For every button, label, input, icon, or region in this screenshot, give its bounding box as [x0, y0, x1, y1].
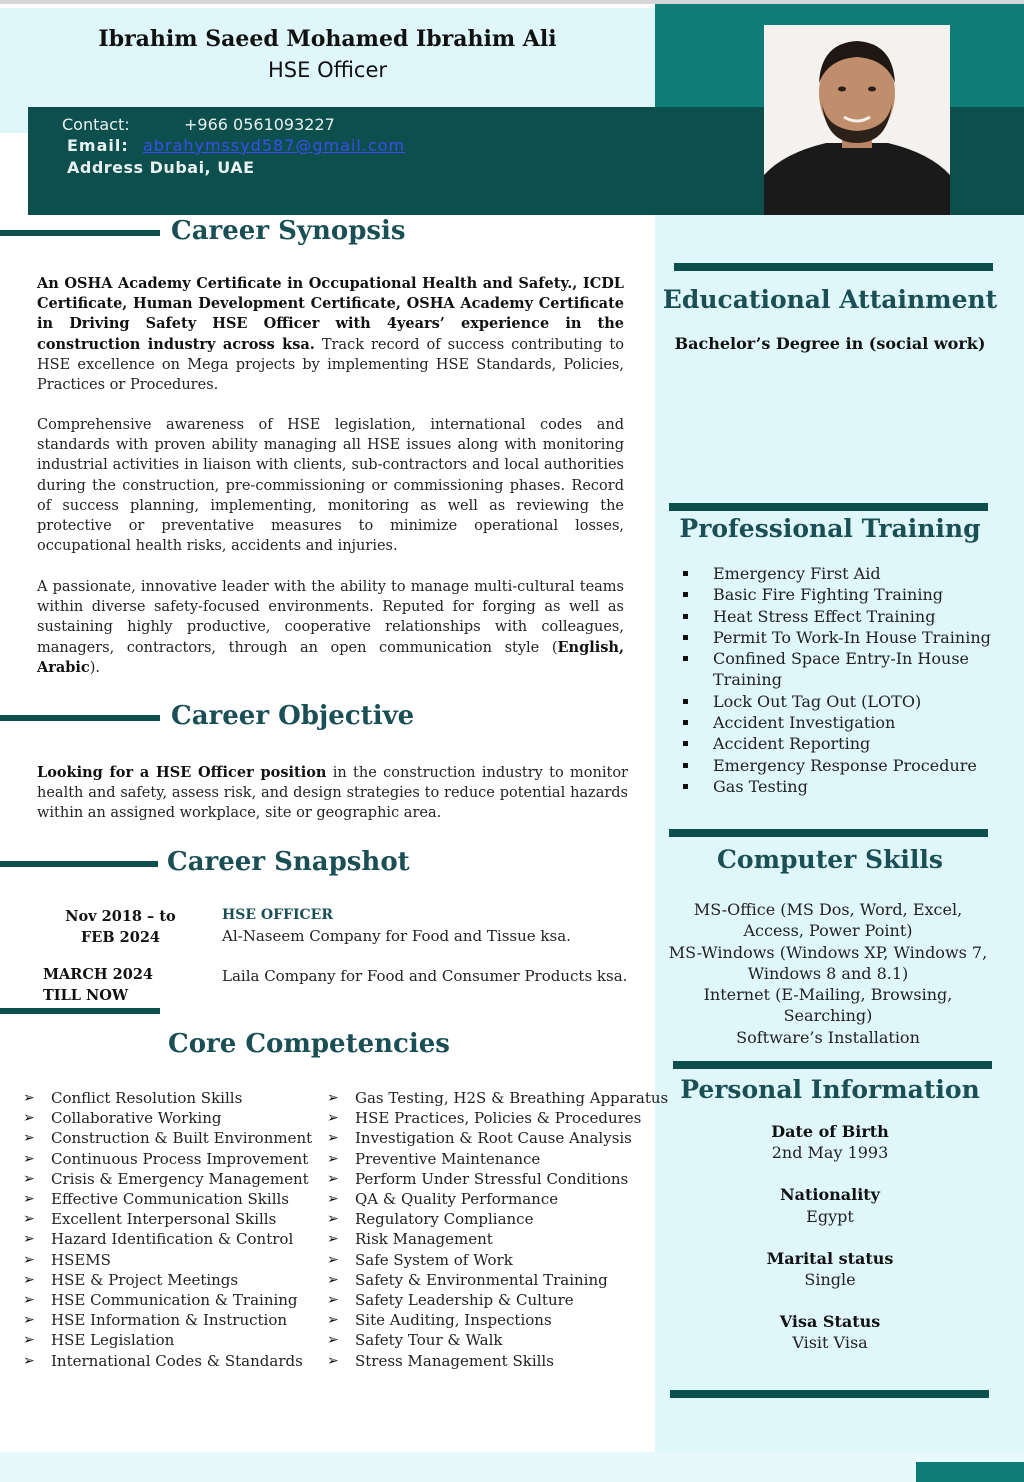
list-item: ➢ Conflict Resolution Skills — [23, 1089, 243, 1107]
list-item: Confined Space Entry-In House Training — [681, 648, 991, 691]
arrow-bullet-icon: ➢ — [23, 1251, 35, 1268]
synopsis-p1-text: Track record of success contributing to HSE excellence on Mega projects by implementing HSE Standards, Policies, Practices or Procedures. — [37, 336, 624, 394]
square-bullet-icon — [683, 571, 688, 576]
snapshot-heading: Career Snapshot — [167, 847, 410, 877]
footer-strip — [0, 1452, 1024, 1482]
list-item: ➢ Hazard Identification & Control — [23, 1230, 294, 1249]
arrow-bullet-icon: ➢ — [327, 1211, 339, 1228]
list-item: Emergency First Aid — [681, 563, 991, 584]
list-item: ➢ International Codes & Standards — [23, 1351, 303, 1370]
list-item: Accident Investigation — [681, 712, 991, 733]
list-item: ➢ Effective Communication Skills — [23, 1190, 289, 1209]
visa-value: Visit Visa — [792, 1333, 868, 1352]
nationality-value: Egypt — [806, 1207, 854, 1226]
arrow-bullet-icon: ➢ — [327, 1150, 339, 1167]
list-item: Permit To Work-In House Training — [681, 627, 991, 648]
training-list — [681, 563, 991, 797]
synopsis-p3-end: ). — [89, 659, 101, 676]
list-item: ➢ Regulatory Compliance — [327, 1210, 534, 1229]
arrow-bullet-icon: ➢ — [23, 1211, 35, 1228]
synopsis-p1-bold: An OSHA Academy Certificate in Occupational Health and Safety., ICDL Certificate, Human Development Certificate, OSHA Academy Certificate in Driving Safety HSE Officer with 4years’ experience in the construction industry across ksa. — [37, 275, 624, 353]
list-item: ➢ HSE Practices, Policies & Procedures — [327, 1109, 642, 1128]
list-item: ➢ Safety Leadership & Culture — [327, 1291, 574, 1310]
objective-bold: Looking for a HSE Officer position — [37, 764, 327, 781]
list-item: ➢ Preventive Maintenance — [327, 1149, 541, 1168]
arrow-bullet-icon: ➢ — [23, 1352, 35, 1369]
list-item: ➢ QA & Quality Performance — [327, 1190, 559, 1209]
list-item: ➢ HSEMS — [23, 1250, 111, 1269]
candidate-name: Ibrahim Saeed Mohamed Ibrahim Ali — [98, 26, 557, 52]
list-item: ➢ Gas Testing, H2S & Breathing Apparatus — [327, 1089, 669, 1107]
square-bullet-icon — [683, 784, 688, 789]
education-heading: Educational Attainment — [662, 285, 998, 314]
synopsis-paragraph-2: Comprehensive awareness of HSE legislation, international codes and standards with proven ability managing all HSE issues along with monitoring industrial activities in liaison with clients, sub-contractors and local authorities during the construction, pre-commissioning or commissioning phases. Record of success planning, implementing, monitoring as well as reviewing the protective or preventative measures to minimize operational losses, occupational health risks, accidents and injuries. — [37, 417, 624, 555]
list-item: Lock Out Tag Out (LOTO) — [681, 691, 991, 712]
arrow-bullet-icon: ➢ — [327, 1271, 339, 1288]
personal-heading-bar — [673, 1061, 992, 1069]
arrow-bullet-icon: ➢ — [327, 1170, 339, 1187]
arrow-bullet-icon: ➢ — [327, 1292, 339, 1309]
list-item: ➢ Perform Under Stressful Conditions — [327, 1169, 629, 1188]
list-item: Gas Testing — [681, 776, 991, 797]
list-item: Heat Stress Effect Training — [681, 606, 991, 627]
synopsis-heading-bar — [0, 230, 160, 236]
arrow-bullet-icon: ➢ — [327, 1251, 339, 1268]
list-item: ➢ Excellent Interpersonal Skills — [23, 1210, 277, 1229]
computer-heading: Computer Skills — [717, 845, 943, 874]
arrow-bullet-icon: ➢ — [23, 1231, 35, 1248]
square-bullet-icon — [683, 635, 688, 640]
square-bullet-icon — [683, 720, 688, 725]
synopsis-p3-text: A passionate, innovative leader with the ability to manage multi-cultural teams within diverse safety-focused environments. Reputed for forging as well as sustaining highly productive, cooperative relationships with colleagues, managers, contractors, through an open communication style ( — [37, 579, 624, 656]
synopsis-heading: Career Synopsis — [171, 216, 406, 246]
arrow-bullet-icon: ➢ — [23, 1150, 35, 1167]
snapshot-title-1: HSE OFFICER — [222, 907, 333, 923]
arrow-bullet-icon: ➢ — [327, 1130, 339, 1147]
arrow-bullet-icon: ➢ — [327, 1352, 339, 1369]
competencies-left-list — [23, 1088, 318, 1371]
phone-number[interactable]: +966 0561093227 — [184, 115, 335, 134]
list-item: ➢ Construction & Built Environment — [23, 1129, 313, 1148]
arrow-bullet-icon: ➢ — [23, 1312, 35, 1329]
dob-value: 2nd May 1993 — [771, 1143, 889, 1162]
snapshot-heading-bar — [0, 861, 158, 867]
nationality-label: Nationality — [780, 1185, 880, 1204]
snapshot-company-2: Laila Company for Food and Consumer Products ksa. — [222, 967, 628, 985]
list-item: ➢ Continuous Process Improvement — [23, 1149, 309, 1168]
training-heading: Professional Training — [679, 514, 981, 543]
list-item: ➢ Site Auditing, Inspections — [327, 1311, 552, 1330]
arrow-bullet-icon: ➢ — [327, 1191, 339, 1208]
square-bullet-icon — [683, 614, 688, 619]
synopsis-p3-bold: English, Arabic — [37, 638, 624, 676]
arrow-bullet-icon: ➢ — [327, 1110, 339, 1127]
snapshot-date-1: Nov 2018 – to FEB 2024 — [65, 908, 176, 946]
email-link[interactable]: abrahymssyd587@gmail.com — [143, 136, 406, 155]
list-item: ➢ HSE Legislation — [23, 1331, 175, 1350]
candidate-role: HSE Officer — [268, 58, 387, 82]
list-item: ➢ Risk Management — [327, 1230, 493, 1249]
objective-heading: Career Objective — [171, 701, 415, 731]
arrow-bullet-icon: ➢ — [327, 1231, 339, 1248]
dob-label: Date of Birth — [771, 1122, 889, 1141]
degree: Bachelor’s Degree in (social work) — [674, 334, 986, 353]
synopsis-paragraph-3 — [37, 577, 624, 678]
objective-text: in the construction industry to monitor health and safety, assess risk, and design strategies to reduce potential hazards within an assigned workplace, site or geographic area. — [37, 765, 628, 822]
computer-skill-item: MS-Office (MS Dos, Word, Excel, Access, Power Point) — [693, 900, 963, 941]
arrow-bullet-icon: ➢ — [23, 1130, 35, 1147]
snapshot-end-bar — [0, 1008, 160, 1014]
arrow-bullet-icon: ➢ — [23, 1271, 35, 1288]
list-item: ➢ Collaborative Working — [23, 1109, 222, 1128]
marital-label: Marital status — [766, 1249, 894, 1268]
education-heading-bar — [674, 263, 993, 271]
square-bullet-icon — [683, 699, 688, 704]
computer-skills — [664, 899, 992, 1048]
list-item: ➢ Safety Tour & Walk — [327, 1331, 503, 1350]
list-item: ➢ HSE & Project Meetings — [23, 1270, 239, 1289]
sidebar-end-bar — [670, 1390, 989, 1398]
address: Address Dubai, UAE — [67, 158, 255, 177]
objective-heading-bar — [0, 715, 160, 721]
objective-paragraph — [37, 763, 628, 824]
training-heading-bar — [669, 503, 988, 511]
competencies-right-list — [327, 1088, 669, 1371]
square-bullet-icon — [683, 592, 688, 597]
computer-skill-item: Internet (E-Mailing, Browsing, Searching) — [703, 985, 953, 1026]
computer-heading-bar — [669, 829, 988, 837]
list-item: Emergency Response Procedure — [681, 755, 991, 776]
footer-accent — [916, 1462, 1024, 1482]
square-bullet-icon — [683, 763, 688, 768]
personal-heading: Personal Information — [680, 1075, 980, 1104]
list-item: Basic Fire Fighting Training — [681, 584, 991, 605]
computer-skill-item: MS-Windows (Windows XP, Windows 7, Windows 8 and 8.1) — [668, 942, 988, 983]
square-bullet-icon — [683, 741, 688, 746]
arrow-bullet-icon: ➢ — [23, 1191, 35, 1208]
list-item: ➢ Safe System of Work — [327, 1250, 513, 1269]
profile-photo — [764, 25, 950, 215]
marital-value: Single — [804, 1270, 856, 1289]
arrow-bullet-icon: ➢ — [23, 1110, 35, 1127]
square-bullet-icon — [683, 656, 688, 661]
competencies-heading: Core Competencies — [168, 1029, 450, 1059]
contact-label: Contact: — [62, 115, 130, 134]
arrow-bullet-icon: ➢ — [327, 1090, 339, 1106]
list-item: ➢ Safety & Environmental Training — [327, 1270, 608, 1289]
computer-skill-item: Software’s Installation — [736, 1027, 920, 1047]
list-item: ➢ HSE Communication & Training — [23, 1291, 298, 1310]
list-item: ➢ Investigation & Root Cause Analysis — [327, 1129, 632, 1148]
arrow-bullet-icon: ➢ — [23, 1090, 35, 1106]
list-item: ➢ Crisis & Emergency Management — [23, 1169, 309, 1188]
snapshot-date-2: MARCH 2024 TILL NOW — [43, 966, 153, 1004]
list-item: ➢ HSE Information & Instruction — [23, 1311, 288, 1330]
snapshot-company-1: Al-Naseem Company for Food and Tissue ksa. — [222, 927, 571, 945]
arrow-bullet-icon: ➢ — [327, 1312, 339, 1329]
list-item: Accident Reporting — [681, 733, 991, 754]
list-item: ➢ Stress Management Skills — [327, 1351, 554, 1370]
email-label: Email: — [67, 136, 129, 155]
arrow-bullet-icon: ➢ — [23, 1332, 35, 1349]
visa-label: Visa Status — [779, 1312, 881, 1331]
arrow-bullet-icon: ➢ — [327, 1332, 339, 1349]
synopsis-paragraph-1 — [37, 274, 624, 395]
arrow-bullet-icon: ➢ — [23, 1292, 35, 1309]
arrow-bullet-icon: ➢ — [23, 1170, 35, 1187]
